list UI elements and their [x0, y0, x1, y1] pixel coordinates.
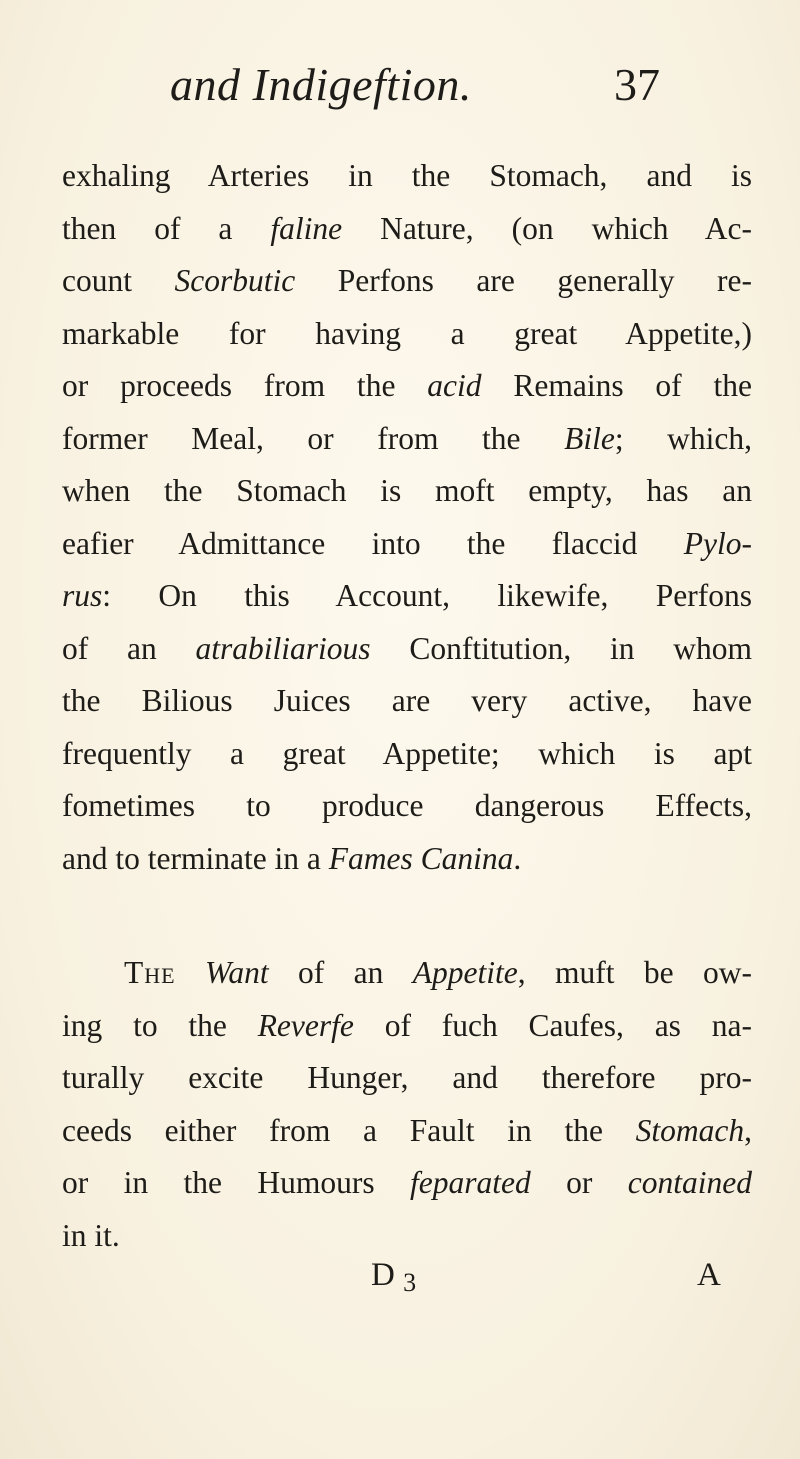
text-line: and to terminate in a Fames Canina. — [62, 840, 522, 876]
body-text — [62, 150, 752, 1262]
text-line: of an atrabiliarious Conftitution, in whom — [62, 630, 752, 666]
text-line: former Meal, or from the Bile; which, — [62, 420, 753, 456]
text-line: turally excite Hunger, and therefore pro- — [62, 1060, 752, 1095]
text-line: frequently a great Appetite; which is apt — [62, 735, 752, 771]
text-line: the Bilious Juices are very active, have — [62, 683, 752, 718]
text-line: or in the Humours feparated or contained — [62, 1165, 752, 1200]
text-line: in it. — [62, 1217, 120, 1253]
text-line: exhaling Arteries in the Stomach, and is — [62, 158, 752, 193]
text-line: then of a faline Nature, (on which Ac- — [62, 210, 752, 246]
running-head — [170, 58, 660, 128]
text-line: count Scorbutic Perfons are generally re- — [62, 263, 753, 298]
paragraph-break — [62, 885, 752, 947]
text-line: eafier Admittance into the flaccid Pylo- — [62, 525, 752, 561]
text-line: or proceeds from the acid Remains of the — [62, 368, 752, 403]
text-line: fometimes to produce dangerous Effects, — [62, 788, 752, 823]
text-line: markable for having a great Appetite,) — [62, 315, 752, 351]
signature-mark: D $_3$ — [371, 1257, 417, 1297]
text-line: ing to the Reverfe of fuch Caufes, as na- — [62, 1007, 752, 1043]
text-line: ceeds either from a Fault in the Stomach, — [62, 1112, 752, 1148]
text-line: rus: On this Account, likewife, Perfons — [62, 578, 752, 613]
page-number: 37 — [614, 59, 660, 110]
catchword: A — [697, 1257, 721, 1293]
running-head-title: and Indigeftion. — [170, 59, 472, 110]
text-line: when the Stomach is moft empty, has an — [62, 473, 752, 508]
page-footer — [0, 1257, 800, 1307]
text-line: The Want of an Appetite, muft be ow- — [124, 955, 752, 990]
